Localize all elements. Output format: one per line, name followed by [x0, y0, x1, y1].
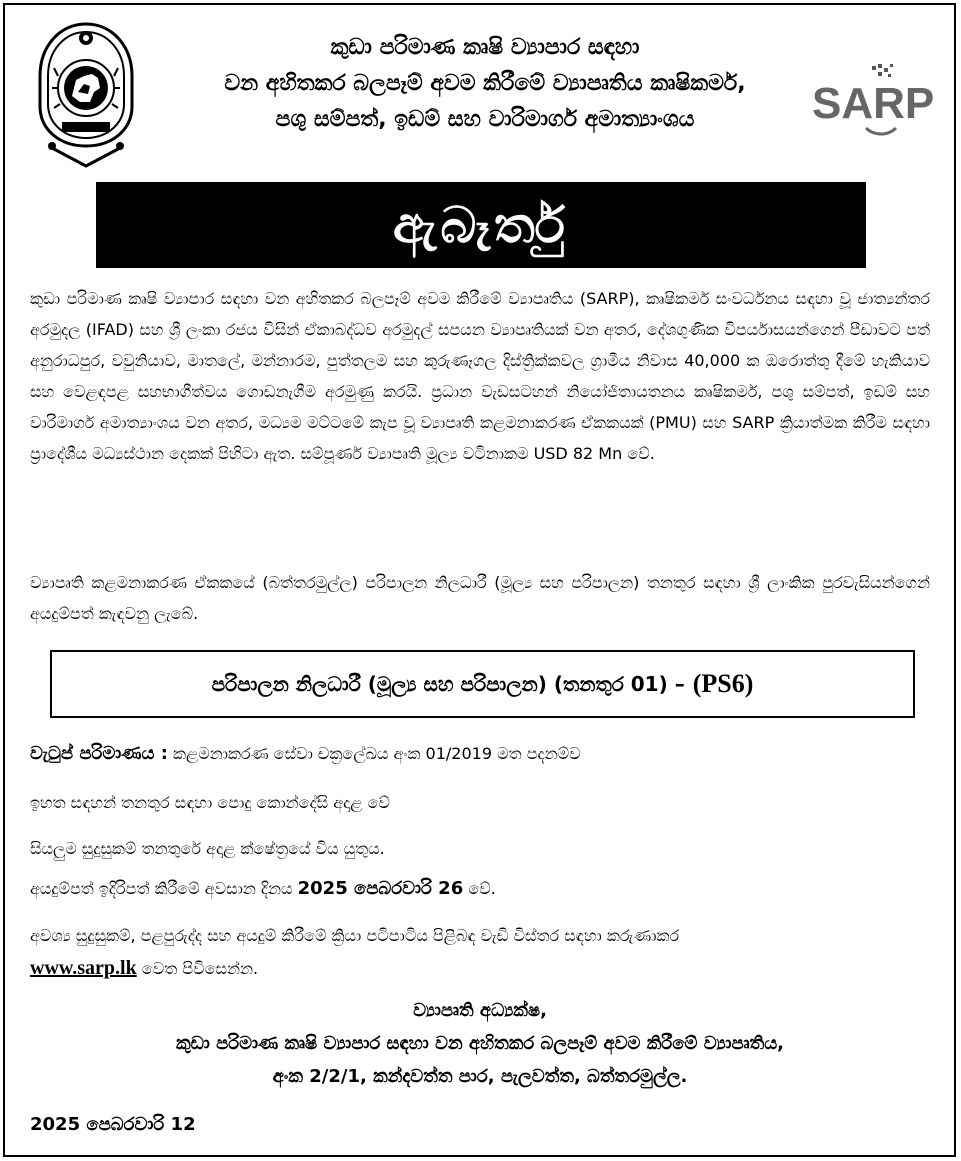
salary-label: වැටුප් පරිමාණය :	[30, 743, 168, 764]
sarp-logo-text: SARP	[812, 79, 935, 128]
sarp-logo-icon	[808, 62, 950, 142]
position-title: පරිපාලන නිලධාරී (මූල්‍ය සහ පරිපාලන) (තනතුර 01) –	[211, 672, 685, 696]
deadline-suffix: වේ.	[468, 879, 496, 898]
banner-title: ඇබෑර්තු	[393, 195, 569, 254]
intro-paragraph: කුඩා පරිමාණ කෘෂි ව්‍යාපාර සඳහා වන අහිතකර බලපෑම් අවම කිරීමේ ව්‍යාපෘතිය (SARP), කෘෂිකර්ම සංවර්ධනය සඳහා වූ ජාත්‍යන්තර අරමුදල (IFAD) සහ ශ්‍රී ලංකා රජය විසින් ඒකාබද්ධව අරමුදල් සපයන ව්‍යාපෘතියක් වන අතර, දේශගුණික විපර්යාසයන්ගෙන් පීඩාවට පත් අනුරාධපුර, වවුනියාව, මාතලේ, මන්නාරම, පුත්තලම සහ කුරුණෑගල දිස්ත්‍රික්කවල ග්‍රාමීය නිවාස 40,000 ක ඔරොත්තු දීමේ හැකියාව සහ වෙළඳපළ සහභාගීත්වය ගොඩනැගීම අරමුණු කරයි. ප්‍රධාන වැඩසටහන් නියෝජිතායතනය කෘෂිකර්ම, පශු සම්පත්, ඉඩම් සහ වාරිමාර්ග අමාත්‍යාංශය වන අතර, මධ්‍යම මට්ටමේ කැප වූ ව්‍යාපෘති කළමනාකරණ ඒකකයක් (PMU) සහ SARP ක්‍රියාත්මක කිරීම සඳහා ප්‍රාදේශීය මධ්‍යස්ථාන දෙකක් පිහිටා ඇත. සම්පූර්ණ ව්‍යාපෘති මූල්‍ය වටිනාකම USD 82 Mn වේ.	[30, 289, 930, 463]
info-suffix: වෙත පිවිසෙන්න.	[141, 959, 259, 978]
signature-title: ව්‍යාපෘති අධ්‍යක්ෂ,	[413, 1000, 547, 1021]
vacancies-banner	[96, 182, 866, 268]
info-text: අවශ්‍ය සුදුසුකම්, පළපුරුද්ද සහ අයදුම් කිරීමේ ක්‍රියා පටිපාටිය පිළිබඳ වැඩි විස්තර සඳහා කරුණාකර	[30, 926, 680, 945]
ministry-heading	[160, 30, 810, 138]
ministry-line-1: කුඩා පරිමාණ කෘෂි ව්‍යාපාර සඳහා	[330, 35, 640, 60]
salary-value: කළමනාකරණ සේවා චක්‍රලේඛය අංක 01/2019 මත පදනම්ව	[173, 744, 581, 763]
qualifications-line: සියලුම සුදුසුකම් තනතුරේ අදාළ ක්ෂේත්‍රයේ විය යුතුය.	[30, 839, 385, 858]
info-line	[30, 920, 940, 985]
deadline-date: 2025 පෙබරවාරි 26	[297, 878, 464, 899]
salary-scale-line	[30, 741, 940, 767]
signature-address: අංක 2/2/1, කන්දවත්ත පාර, පැලවත්ත, බත්තරමුල්ල.	[272, 1066, 688, 1087]
ministry-line-3: පශු සම්පත්, ඉඩම් සහ වාරිමාර්ග අමාත්‍යාංශය	[275, 107, 695, 132]
publication-date: 2025 පෙබරවාරි 12	[30, 1114, 196, 1135]
deadline-prefix: අයදුම්පත් ඉදිරිපත් කිරීමේ අවසාන දිනය	[30, 879, 293, 898]
ministry-line-2: වන අහිතකර බලපෑම් අවම කිරීමේ ව්‍යාපෘතිය කෘෂිකර්ම,	[224, 71, 746, 96]
invitation-paragraph: ව්‍යාපෘති කළමනාකරණ ඒකකයේ (බත්තරමුල්ල) පරිපාලන නිලධාරී (මූල්‍ය සහ පරිපාලන) තනතුර සඳහා ශ්‍රී ලාංකික පුරවැසියන්ගෙන් අයදුම්පත් කැඳවනු ලැබේ.	[30, 573, 930, 623]
conditions-line: ඉහත සඳහන් තනතුර සඳහා පොදු කොන්දේසි අදාළ වේ	[30, 793, 390, 812]
signature-block	[20, 994, 940, 1093]
website-link[interactable]: www.sarp.lk	[30, 957, 137, 979]
position-title-box	[50, 650, 915, 718]
sri-lanka-emblem-icon	[32, 18, 140, 168]
signature-org: කුඩා පරිමාණ කෘෂි ව්‍යාපාර සඳහා වන අහිතකර බලපෑම් අවම කිරීමේ ව්‍යාපෘතිය,	[175, 1033, 785, 1054]
deadline-line	[30, 876, 940, 902]
position-code: (PS6)	[692, 669, 754, 698]
